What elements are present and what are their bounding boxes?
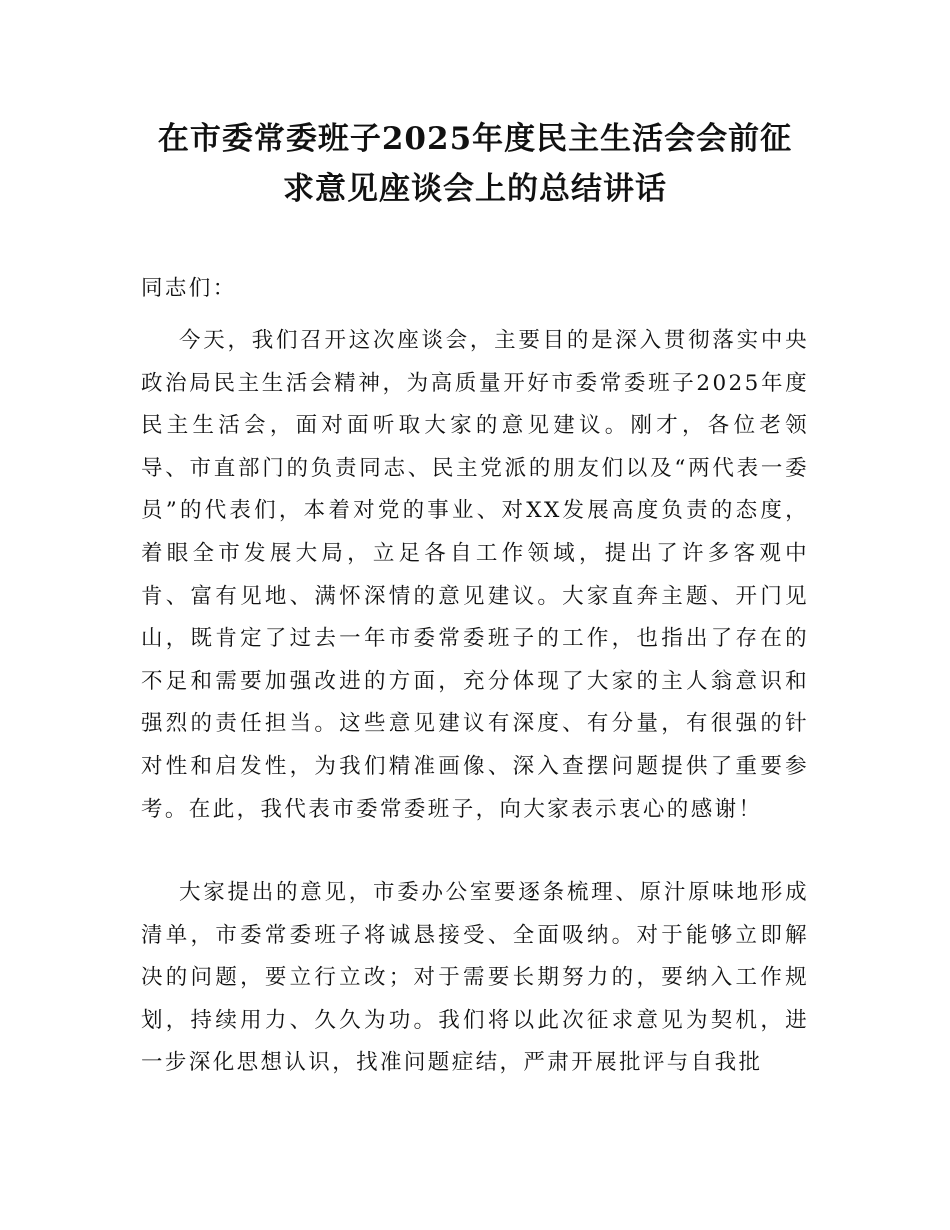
document-title [120,114,830,214]
paragraph-1: 今天，我们召开这次座谈会，主要目的是深入贯彻落实中央政治局民主生活会精神，为高质量开好市委常委班子2025年度民主生活会，面对面听取大家的意见建议。刚才，各位老领导、市直部门的负责同志、民主党派的朋友们以及“两代表一委员”的代表们，本着对党的事业、对XX发展高度负责的态度，着眼全市发展大局，立足各自工作领域，提出了许多客观中肯、富有见地、满怀深情的意见建议。大家直奔主题、开门见山，既肯定了过去一年市委常委班子的工作，也指出了存在的不足和需要加强改进的方面，充分体现了大家的主人翁意识和强烈的责任担当。这些意见建议有深度、有分量，有很强的针对性和启发性，为我们精准画像、深入查摆问题提供了重要参考。在此，我代表市委常委班子，向大家表示衷心的感谢！ [141,328,809,822]
salutation: 同志们： [141,276,237,301]
title-line-1: 在市委常委班子2025年度民主生活会会前征 [157,121,793,157]
title-line-2: 求意见座谈会上的总结讲话 [283,171,667,207]
paragraph-2: 大家提出的意见，市委办公室要逐条梳理、原汁原味地形成清单，市委常委班子将诚恳接受、全面吸纳。对于能够立即解决的问题，要立行立改；对于需要长期努力的，要纳入工作规划，持续用力、久久为功。我们将以此次征求意见为契机，进一步深化思想认识，找准问题症结，严肃开展批评与自我批 [141,880,809,1076]
